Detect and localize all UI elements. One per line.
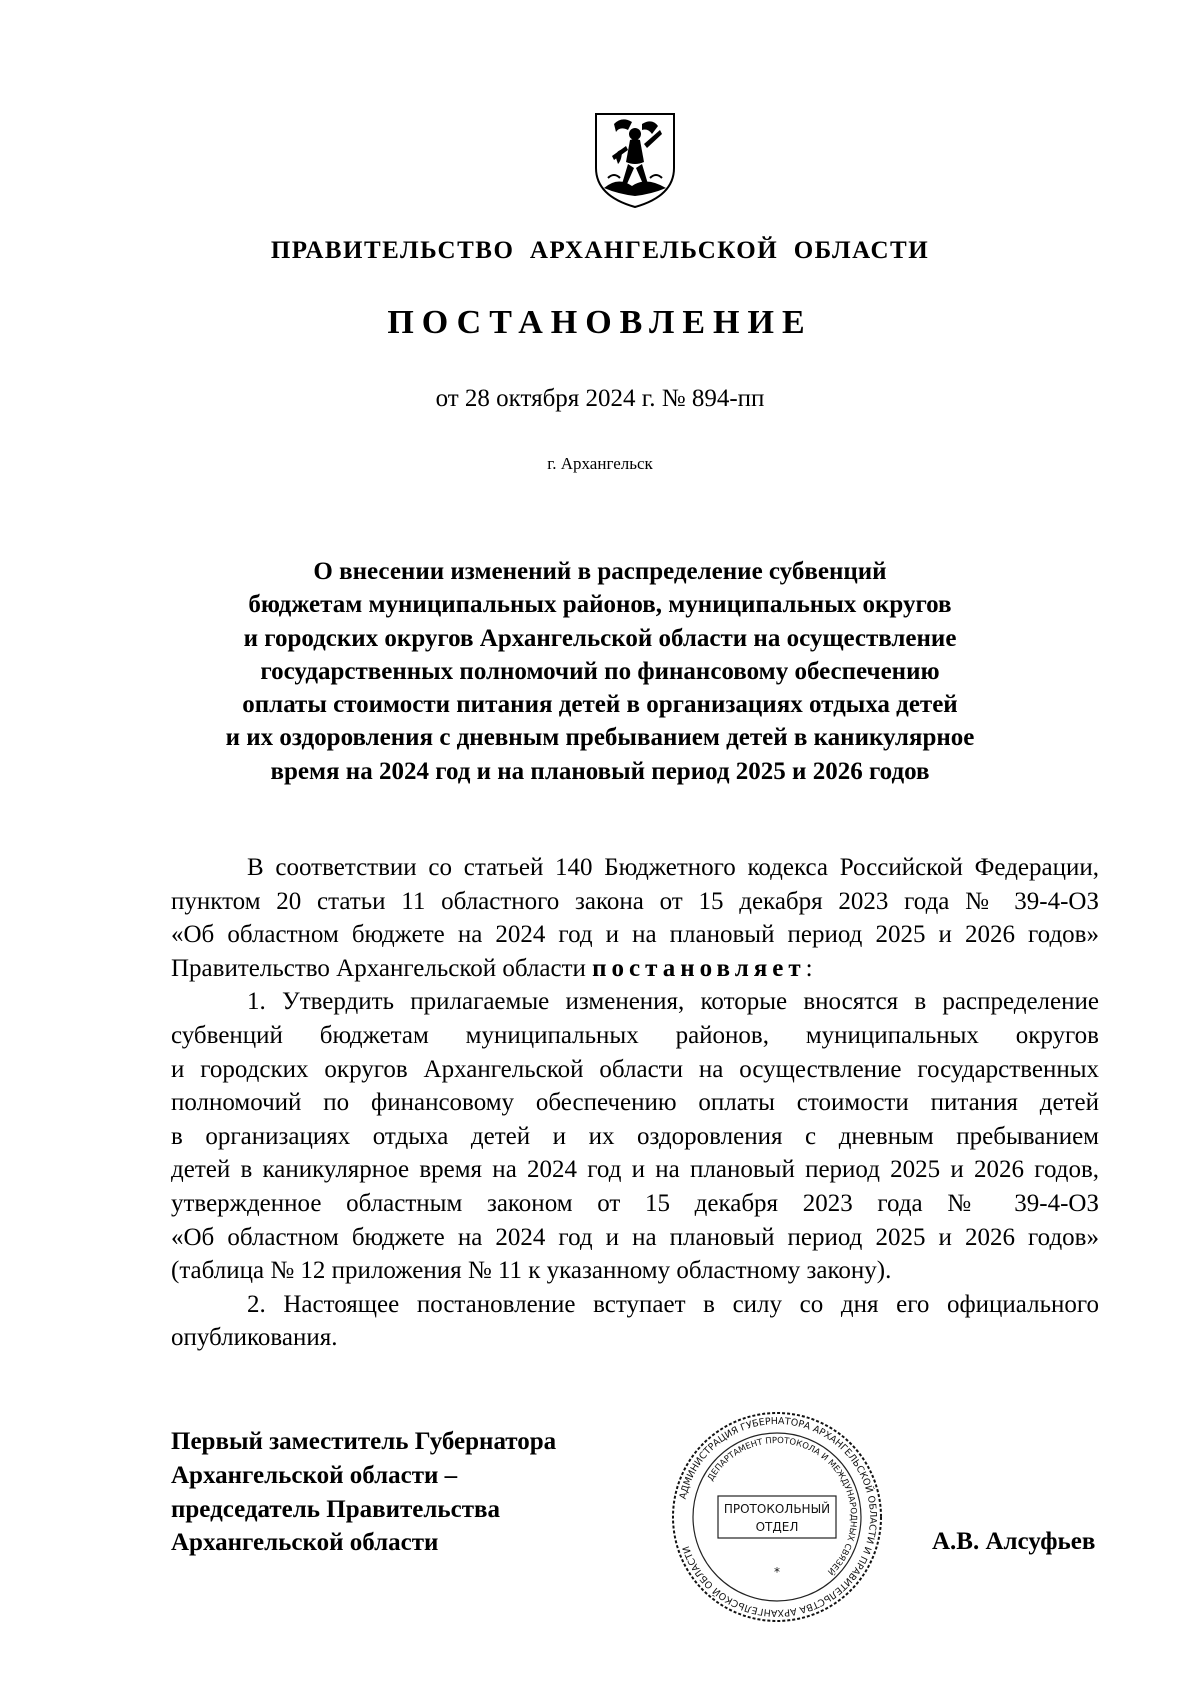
- document-type-title: ПОСТАНОВЛЕНИЕ: [387, 304, 813, 341]
- position-line: председатель Правительства: [171, 1495, 501, 1523]
- item-1-line: в организациях отдыха детей и их оздоровления с дневным пребыванием: [171, 1122, 1099, 1150]
- stamp-outer-text: АДМИНИСТРАЦИЯ ГУБЕРНАТОРА АРХАНГЕЛЬСКОЙ ОБЛАСТИ И ПРАВИТЕЛЬСТВА АРХАНГЕЛЬСКОЙ ОБЛАСТИ: [677, 1415, 879, 1619]
- item-1-line: субвенций бюджетам муниципальных районов, муниципальных округов: [171, 1021, 1099, 1049]
- heading-line: и городских округов Архангельской области на осуществление: [243, 624, 957, 652]
- item-1-line: (таблица № 12 приложения № 11 к указанному областному закону).: [171, 1257, 892, 1285]
- preamble-suffix: :: [805, 954, 813, 982]
- decree-word: постановляет: [592, 954, 806, 982]
- heading-line: бюджетам муниципальных районов, муниципальных округов: [248, 591, 952, 619]
- position-line: Первый заместитель Губернатора: [171, 1428, 557, 1455]
- coat-of-arms-emblem: [592, 110, 678, 210]
- organization-name: ПРАВИТЕЛЬСТВО АРХАНГЕЛЬСКОЙ ОБЛАСТИ: [270, 237, 930, 264]
- stamp-center-line: ПРОТОКОЛЬНЫЙ: [723, 1502, 831, 1516]
- position-line: Архангельской области: [171, 1529, 439, 1557]
- position-line: Архангельской области –: [171, 1461, 458, 1489]
- item-2-line: 2. Настоящее постановление вступает в силу со дня его официального: [247, 1290, 1099, 1318]
- city-name: г. Архангельск: [547, 454, 653, 473]
- heading-line: оплаты стоимости питания детей в организациях отдыха детей: [242, 691, 958, 719]
- item-1-line: и городских округов Архангельской области на осуществление государственных: [171, 1055, 1099, 1083]
- stamp-inner-text: ДЕПАРТАМЕНТ ПРОТОКОЛА И МЕЖДУНАРОДНЫХ СВЯЗЕЙ: [706, 1435, 859, 1577]
- preamble-line: пунктом 20 статьи 11 областного закона от 15 декабря 2023 года № 39-4-ОЗ: [171, 887, 1099, 915]
- document-body: [171, 851, 1099, 1355]
- date-and-number: от 28 октября 2024 г. № 894-пп: [435, 385, 765, 412]
- item-1-line: полномочий по финансовому обеспечению оплаты стоимости питания детей: [171, 1089, 1099, 1117]
- heading-line: О внесении изменений в распределение субвенций: [313, 558, 887, 585]
- preamble-prefix: Правительство Архангельской области: [171, 954, 593, 982]
- preamble-line: «Об областном бюджете на 2024 год и на плановый период 2025 и 2026 годов»: [171, 921, 1099, 949]
- preamble-line: [171, 952, 1099, 986]
- document-heading: [150, 555, 1050, 788]
- heading-line: время на 2024 год и на плановый период 2025 и 2026 годов: [270, 757, 930, 785]
- stamp-center-line: ОТДЕЛ: [755, 1520, 799, 1534]
- signatory-position: [171, 1425, 556, 1560]
- item-2-line: опубликования.: [171, 1324, 338, 1352]
- preamble-line: В соответствии со статьей 140 Бюджетного кодекса Российской Федерации,: [247, 854, 1099, 881]
- item-1-line: «Об областном бюджете на 2024 год и на плановый период 2025 и 2026 годов»: [171, 1223, 1099, 1251]
- heading-line: и их оздоровления с дневным пребыванием детей в каникулярное: [225, 724, 975, 752]
- item-1-line: 1. Утвердить прилагаемые изменения, которые вносятся в распределение: [247, 988, 1099, 1016]
- heading-line: государственных полномочий по финансовому обеспечению: [260, 657, 940, 685]
- stamp-star-icon: *: [774, 1565, 780, 1579]
- official-stamp: [668, 1408, 886, 1626]
- signatory-name: А.В. Алсуфьев: [932, 1528, 1096, 1555]
- item-1-line: детей в каникулярное время на 2024 год и на плановый период 2025 и 2026 годов,: [171, 1156, 1099, 1184]
- item-1-line: утвержденное областным законом от 15 декабря 2023 года № 39-4-ОЗ: [171, 1189, 1099, 1217]
